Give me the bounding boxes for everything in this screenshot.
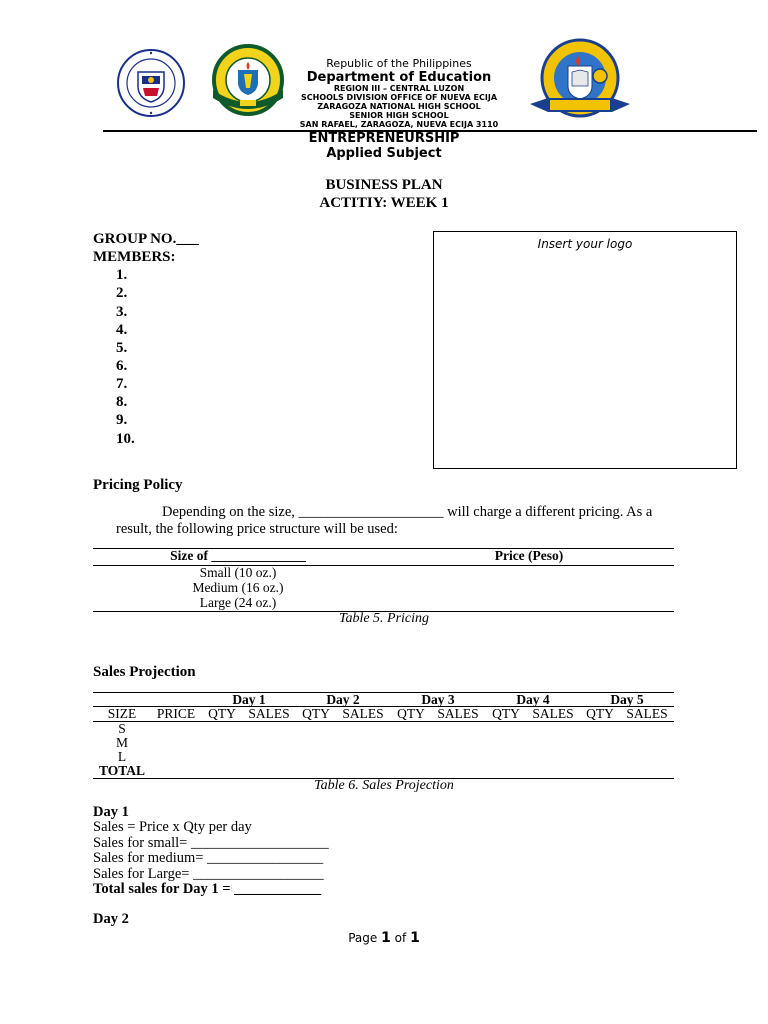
sales-subheader-sales: SALES <box>248 706 290 721</box>
document-title: BUSINESS PLAN <box>325 177 443 193</box>
page-number: 1 <box>381 930 391 946</box>
member-item: 3. <box>116 304 128 320</box>
sales-row-total: TOTAL <box>98 763 146 778</box>
day1-formula: Sales = Price x Qty per day <box>93 819 252 835</box>
sales-subheader-sales: SALES <box>437 706 479 721</box>
sales-table-caption: Table 6. Sales Projection <box>314 778 454 793</box>
shs-label: SENIOR HIGH SCHOOL <box>349 111 449 120</box>
logo-placeholder-text: Insert your logo <box>537 237 633 251</box>
member-item: 4. <box>116 322 128 338</box>
pricing-header-size: Size of ______________ <box>170 548 306 563</box>
member-item: 2. <box>116 285 128 301</box>
sales-subheader-qty: QTY <box>208 706 236 721</box>
pricing-row-medium: Medium (16 oz.) <box>192 580 284 595</box>
sales-subheader-size: SIZE <box>107 706 137 721</box>
pricing-row-large: Large (24 oz.) <box>199 595 277 610</box>
sales-day-header: Day 3 <box>421 692 455 707</box>
sales-subheader-price: PRICE <box>156 706 196 721</box>
member-item: 9. <box>116 412 128 428</box>
day1-sales-large: Sales for Large= __________________ <box>93 866 324 882</box>
activity-title: ACTITIY: WEEK 1 <box>319 195 449 211</box>
department-label: Department of Education <box>306 70 492 85</box>
member-item: 8. <box>116 394 128 410</box>
sales-day-header: Day 5 <box>610 692 644 707</box>
sales-table-header-rule <box>93 721 674 722</box>
day1-sales-small: Sales for small= ___________________ <box>93 835 329 851</box>
pricing-heading: Pricing Policy <box>93 477 183 493</box>
pricing-header-price: Price (Peso) <box>494 548 564 563</box>
page-counter <box>0 930 768 946</box>
member-item: 1. <box>116 267 128 283</box>
group-number-label: GROUP NO.___ <box>93 231 199 247</box>
subject-name: ENTREPRENEURSHIP <box>308 131 460 146</box>
day1-heading: Day 1 <box>93 804 129 820</box>
member-item: 5. <box>116 340 128 356</box>
sales-row-size: M <box>115 735 128 750</box>
sales-subheader-sales: SALES <box>532 706 574 721</box>
day2-heading: Day 2 <box>93 911 129 927</box>
pricing-paragraph-line2: result, the following price structure will be used: <box>116 521 398 537</box>
member-item: 6. <box>116 358 128 374</box>
pricing-row-small: Small (10 oz.) <box>199 565 277 580</box>
sales-subheader-qty: QTY <box>492 706 520 721</box>
division-label: SCHOOLS DIVISION OFFICE OF NUEVA ECIJA <box>300 93 498 102</box>
sales-row-size: S <box>118 721 126 736</box>
sales-row-size: L <box>117 749 127 764</box>
pricing-paragraph-line1: Depending on the size, ____________________ will charge a different pricing. As a <box>162 504 653 520</box>
logo-placeholder-box[interactable] <box>433 231 737 469</box>
school-label: ZARAGOZA NATIONAL HIGH SCHOOL <box>317 102 481 111</box>
sales-day-header: Day 1 <box>232 692 266 707</box>
sales-day-header: Day 2 <box>326 692 360 707</box>
sales-subheader-qty: QTY <box>586 706 614 721</box>
sales-subheader-sales: SALES <box>626 706 668 721</box>
subject-type: Applied Subject <box>326 146 442 161</box>
member-item: 10. <box>116 431 135 447</box>
page-total: 1 <box>410 930 420 946</box>
day1-sales-medium: Sales for medium= ________________ <box>93 850 324 866</box>
pricing-table-caption: Table 5. Pricing <box>338 611 430 626</box>
of-word: of <box>394 931 407 945</box>
member-item: 7. <box>116 376 128 392</box>
page-word: Page <box>348 931 378 945</box>
sales-projection-heading: Sales Projection <box>93 664 196 680</box>
day1-total-sales: Total sales for Day 1 = ____________ <box>93 881 322 897</box>
region-label: REGION III – CENTRAL LUZON <box>333 84 465 93</box>
sales-subheader-qty: QTY <box>397 706 425 721</box>
republic-label: Republic of the Philippines <box>326 57 472 70</box>
sales-subheader-qty: QTY <box>302 706 330 721</box>
sales-subheader-sales: SALES <box>342 706 384 721</box>
sales-day-header: Day 4 <box>516 692 550 707</box>
members-label: MEMBERS: <box>93 249 176 265</box>
address-label: SAN RAFAEL, ZARAGOZA, NUEVA ECIJA 3110 <box>299 120 499 129</box>
